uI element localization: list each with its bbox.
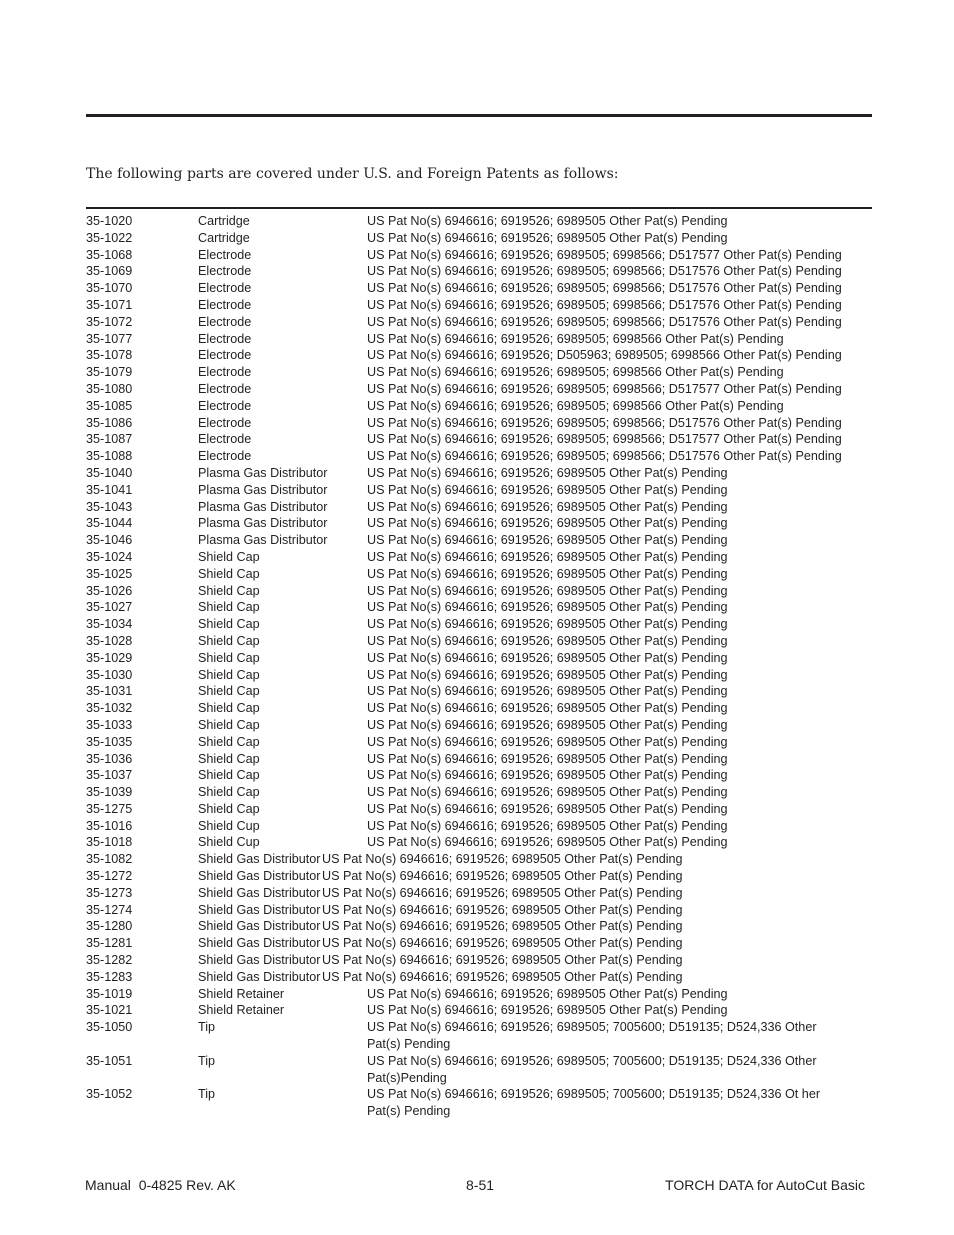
patent-info: US Pat No(s) 6946616; 6919526; 6989505 Other Pat(s) Pending [367,617,728,632]
patent-info: US Pat No(s) 6946616; 6919526; 6989505; 6998566; D517576 Other Pat(s) Pending [367,314,842,329]
patent-info: US Pat No(s) 6946616; 6919526; 6989505; 6998566; D517576 Other Pat(s) Pending [367,415,842,430]
table-row [86,818,872,835]
part-number: 35-1044 [86,516,133,531]
patent-info: US Pat No(s) 6946616; 6919526; 6989505 Other Pat(s) Pending [367,633,728,648]
part-number: 35-1272 [86,869,133,884]
patent-info: US Pat No(s) 6946616; 6919526; 6989505; 6998566; D517576 Other Pat(s) Pending [367,297,842,312]
patent-info: US Pat No(s) 6946616; 6919526; 6989505 Other Pat(s) Pending [322,969,683,984]
part-number: 35-1040 [86,465,133,480]
footer-page-number: 8-51 [466,1177,495,1193]
patent-info: US Pat No(s) 6946616; 6919526; 6989505; 6998566 Other Pat(s) Pending [367,331,784,346]
part-description: Shield Cap [198,684,260,699]
part-number: 35-1028 [86,633,133,648]
part-description: Electrode [198,432,252,447]
part-number: 35-1071 [86,297,133,312]
part-number: 35-1020 [86,214,133,228]
part-description: Shield Gas Distributor [198,936,321,951]
part-number: 35-1022 [86,230,133,245]
patent-info: US Pat No(s) 6946616; 6919526; 6989505 Other Pat(s) Pending [367,801,728,816]
part-description: Plasma Gas Distributor [198,465,328,480]
part-description: Plasma Gas Distributor [198,482,328,497]
part-number: 35-1041 [86,482,133,497]
patent-info: US Pat No(s) 6946616; 6919526; 6989505 Other Pat(s) Pending [367,667,728,682]
part-number: 35-1070 [86,281,133,296]
patent-info: US Pat No(s) 6946616; 6919526; 6989505; 6998566; D517576 Other Pat(s) Pending [367,449,842,464]
part-number: 35-1051 [86,1053,133,1068]
table-top-rule [86,207,872,209]
part-description: Shield Cap [198,801,260,816]
patent-info: US Pat No(s) 6946616; 6919526; 6989505 Other Pat(s) Pending [322,919,683,934]
part-description: Shield Cap [198,768,260,783]
patent-info: US Pat No(s) 6946616; 6919526; 6989505 Other Pat(s) Pending [367,566,728,581]
parts-patent-table [86,213,872,1120]
part-description: Tip [198,1053,216,1068]
part-number: 35-1024 [86,549,133,564]
table-row [86,499,872,516]
patent-info: US Pat No(s) 6946616; 6919526; 6989505; 6998566; D517576 Other Pat(s) Pending [367,281,842,296]
table-row [86,381,872,398]
part-description: Electrode [198,247,252,262]
part-number: 35-1026 [86,583,133,598]
patent-info: US Pat No(s) 6946616; 6919526; 6989505 Other Pat(s) Pending [367,717,728,732]
part-number: 35-1037 [86,768,133,783]
table-row [86,986,872,1003]
patent-info: US Pat No(s) 6946616; 6919526; 6989505 Other Pat(s) Pending [367,549,728,564]
patent-info: US Pat No(s) 6946616; 6919526; 6989505 Other Pat(s) Pending [322,953,683,968]
table-row [86,851,872,868]
part-description: Shield Gas Distributor [198,953,321,968]
table-row [86,717,872,734]
part-number: 35-1069 [86,264,133,279]
patent-info: US Pat No(s) 6946616; 6919526; 6989505 Other Pat(s) Pending [367,734,728,749]
patent-info: US Pat No(s) 6946616; 6919526; 6989505; 7005600; D519135; D524,336 Other Pat(s)Pending [367,1053,817,1085]
patent-info: US Pat No(s) 6946616; 6919526; 6989505 Other Pat(s) Pending [367,214,728,228]
patent-info: US Pat No(s) 6946616; 6919526; 6989505; 6998566; D517577 Other Pat(s) Pending [367,432,842,447]
part-description: Shield Cap [198,751,260,766]
part-description: Tip [198,1020,216,1035]
part-description: Cartridge [198,214,250,228]
part-number: 35-1280 [86,919,133,934]
patent-info: US Pat No(s) 6946616; 6919526; 6989505 Other Pat(s) Pending [367,986,728,1001]
patent-info: US Pat No(s) 6946616; 6919526; 6989505 Other Pat(s) Pending [322,869,683,884]
patent-info: US Pat No(s) 6946616; 6919526; 6989505 Other Pat(s) Pending [367,701,728,716]
table-row [86,331,872,348]
table-row [86,364,872,381]
table-row [86,667,872,684]
table-row [86,247,872,264]
table-row [86,734,872,751]
part-description: Shield Gas Distributor [198,969,321,984]
patent-info: US Pat No(s) 6946616; 6919526; 6989505; 7005600; D519135; D524,336 Other Pat(s) Pending [367,1020,817,1052]
table-row [86,868,872,885]
table-row [86,902,872,919]
part-description: Tip [198,1087,216,1102]
table-row [86,347,872,364]
part-number: 35-1087 [86,432,133,447]
footer-section-title: TORCH DATA for AutoCut Basic [665,1177,865,1193]
patent-info: US Pat No(s) 6946616; 6919526; 6989505 Other Pat(s) Pending [367,768,728,783]
table-row [86,549,872,566]
part-number: 35-1282 [86,953,133,968]
table-row [86,700,872,717]
part-description: Shield Cup [198,835,260,850]
part-number: 35-1079 [86,365,133,380]
table-row [86,263,872,280]
part-description: Electrode [198,297,252,312]
table-row [86,532,872,549]
part-number: 35-1016 [86,818,133,833]
part-description: Shield Cap [198,701,260,716]
table-row [86,465,872,482]
part-description: Shield Cap [198,617,260,632]
table-row [86,834,872,851]
part-description: Shield Cap [198,717,260,732]
table-row [86,1086,872,1120]
part-number: 35-1025 [86,566,133,581]
part-number: 35-1283 [86,969,133,984]
table-row [86,482,872,499]
table-row [86,885,872,902]
patent-info: US Pat No(s) 6946616; 6919526; 6989505 Other Pat(s) Pending [367,1003,728,1018]
part-number: 35-1027 [86,600,133,615]
table-row [86,583,872,600]
part-description: Shield Cap [198,650,260,665]
part-description: Shield Cap [198,566,260,581]
part-number: 35-1043 [86,499,133,514]
table-row [86,1002,872,1019]
patent-info: US Pat No(s) 6946616; 6919526; 6989505 Other Pat(s) Pending [322,885,683,900]
table-row [86,683,872,700]
table-row [86,969,872,986]
part-number: 35-1068 [86,247,133,262]
part-description: Electrode [198,415,252,430]
part-description: Cartridge [198,230,250,245]
table-row [86,1019,872,1053]
table-row [86,801,872,818]
patent-info: US Pat No(s) 6946616; 6919526; 6989505 Other Pat(s) Pending [322,902,683,917]
table-row [86,515,872,532]
part-number: 35-1021 [86,1003,133,1018]
part-number: 35-1281 [86,936,133,951]
part-description: Shield Cap [198,583,260,598]
patent-info: US Pat No(s) 6946616; 6919526; 6989505 Other Pat(s) Pending [367,684,728,699]
patent-info: US Pat No(s) 6946616; 6919526; 6989505 Other Pat(s) Pending [367,516,728,531]
part-number: 35-1052 [86,1087,133,1102]
patent-info: US Pat No(s) 6946616; 6919526; 6989505 Other Pat(s) Pending [367,465,728,480]
part-description: Electrode [198,365,252,380]
part-number: 35-1033 [86,717,133,732]
table-row [86,297,872,314]
patent-info: US Pat No(s) 6946616; 6919526; 6989505 Other Pat(s) Pending [367,499,728,514]
patent-info: US Pat No(s) 6946616; 6919526; 6989505 Other Pat(s) Pending [367,600,728,615]
table-row [86,230,872,247]
part-number: 35-1019 [86,986,133,1001]
table-row [86,566,872,583]
table-row [86,398,872,415]
table-row [86,918,872,935]
part-description: Shield Gas Distributor [198,869,321,884]
part-description: Plasma Gas Distributor [198,533,328,548]
intro-text: The following parts are covered under U.S. and Foreign Patents as follows: [86,166,619,182]
table-row [86,1053,872,1087]
part-number: 35-1046 [86,533,133,548]
part-number: 35-1031 [86,684,133,699]
patent-info: US Pat No(s) 6946616; 6919526; 6989505 Other Pat(s) Pending [322,936,683,951]
table-row [86,633,872,650]
part-number: 35-1085 [86,398,133,413]
patent-info: US Pat No(s) 6946616; 6919526; 6989505; 6998566; D517576 Other Pat(s) Pending [367,264,842,279]
part-number: 35-1086 [86,415,133,430]
patent-info: US Pat No(s) 6946616; 6919526; D505963; 6989505; 6998566 Other Pat(s) Pending [367,348,842,363]
part-description: Electrode [198,314,252,329]
patent-info: US Pat No(s) 6946616; 6919526; 6989505 Other Pat(s) Pending [367,650,728,665]
table-row [86,599,872,616]
part-description: Shield Cap [198,734,260,749]
patent-info: US Pat No(s) 6946616; 6919526; 6989505; 6998566; D517577 Other Pat(s) Pending [367,247,842,262]
part-description: Shield Gas Distributor [198,902,321,917]
part-number: 35-1082 [86,852,133,867]
part-description: Electrode [198,381,252,396]
part-number: 35-1080 [86,381,133,396]
footer-manual-number: Manual 0-4825 Rev. AK [85,1177,236,1193]
part-number: 35-1275 [86,801,133,816]
part-number: 35-1274 [86,902,133,917]
part-description: Shield Cup [198,818,260,833]
table-row [86,767,872,784]
table-row [86,616,872,633]
patent-info: US Pat No(s) 6946616; 6919526; 6989505 Other Pat(s) Pending [367,533,728,548]
patent-info: US Pat No(s) 6946616; 6919526; 6989505; 7005600; D519135; D524,336 Ot her Pat(s) Pending [367,1087,821,1119]
part-number: 35-1072 [86,314,133,329]
patent-info: US Pat No(s) 6946616; 6919526; 6989505; 6998566 Other Pat(s) Pending [367,398,784,413]
part-description: Shield Cap [198,785,260,800]
part-description: Shield Retainer [198,986,285,1001]
part-number: 35-1050 [86,1020,133,1035]
patent-info: US Pat No(s) 6946616; 6919526; 6989505 Other Pat(s) Pending [367,785,728,800]
part-number: 35-1029 [86,650,133,665]
part-description: Electrode [198,264,252,279]
part-number: 35-1034 [86,617,133,632]
table-row [86,935,872,952]
part-number: 35-1039 [86,785,133,800]
part-number: 35-1035 [86,734,133,749]
table-row [86,650,872,667]
patent-info: US Pat No(s) 6946616; 6919526; 6989505 Other Pat(s) Pending [322,852,683,867]
part-number: 35-1018 [86,835,133,850]
part-description: Shield Gas Distributor [198,919,321,934]
part-number: 35-1273 [86,885,133,900]
table-row [86,415,872,432]
part-description: Shield Cap [198,600,260,615]
part-number: 35-1032 [86,701,133,716]
part-description: Shield Gas Distributor [198,852,321,867]
patent-info: US Pat No(s) 6946616; 6919526; 6989505 Other Pat(s) Pending [367,230,728,245]
part-description: Electrode [198,331,252,346]
part-description: Shield Cap [198,667,260,682]
part-number: 35-1030 [86,667,133,682]
table-row [86,784,872,801]
table-row [86,213,872,230]
top-rule [86,114,872,117]
patent-info: US Pat No(s) 6946616; 6919526; 6989505 Other Pat(s) Pending [367,583,728,598]
patent-info: US Pat No(s) 6946616; 6919526; 6989505 Other Pat(s) Pending [367,482,728,497]
patent-info: US Pat No(s) 6946616; 6919526; 6989505 Other Pat(s) Pending [367,818,728,833]
part-description: Shield Cap [198,549,260,564]
table-row [86,952,872,969]
table-row [86,314,872,331]
table-row [86,751,872,768]
patent-info: US Pat No(s) 6946616; 6919526; 6989505 Other Pat(s) Pending [367,751,728,766]
patent-info: US Pat No(s) 6946616; 6919526; 6989505 Other Pat(s) Pending [367,835,728,850]
part-description: Electrode [198,449,252,464]
part-description: Plasma Gas Distributor [198,516,328,531]
table-row [86,280,872,297]
part-description: Electrode [198,398,252,413]
part-number: 35-1077 [86,331,133,346]
part-description: Electrode [198,281,252,296]
part-description: Shield Gas Distributor [198,885,321,900]
part-number: 35-1078 [86,348,133,363]
patent-info: US Pat No(s) 6946616; 6919526; 6989505; 6998566; D517577 Other Pat(s) Pending [367,381,842,396]
part-description: Shield Cap [198,633,260,648]
part-description: Shield Retainer [198,1003,285,1018]
part-number: 35-1088 [86,449,133,464]
part-description: Electrode [198,348,252,363]
part-number: 35-1036 [86,751,133,766]
patent-info: US Pat No(s) 6946616; 6919526; 6989505; 6998566 Other Pat(s) Pending [367,365,784,380]
table-row [86,431,872,448]
table-row [86,448,872,465]
part-description: Plasma Gas Distributor [198,499,328,514]
